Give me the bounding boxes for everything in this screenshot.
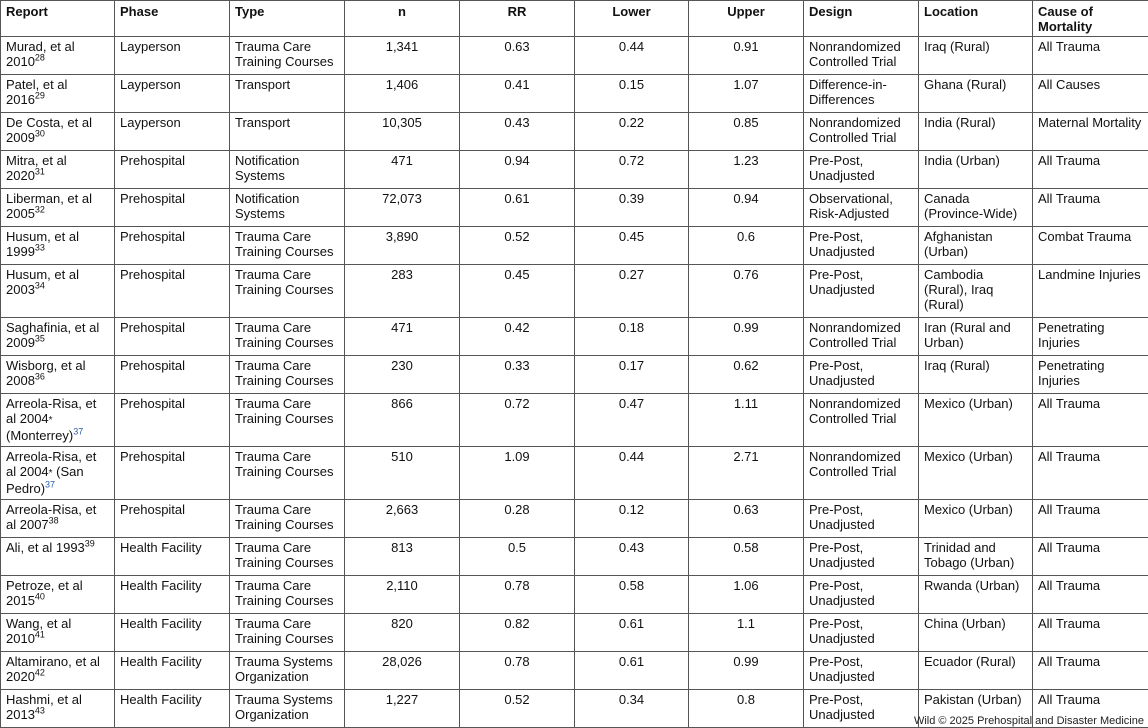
cell-cause: Penetrating Injuries	[1033, 356, 1148, 394]
cell-design: Pre-Post, Unadjusted	[804, 614, 919, 652]
cell-cause: All Trauma	[1033, 189, 1148, 227]
cell-location: India (Rural)	[919, 113, 1033, 151]
report-author: Ali, et al 1993	[6, 540, 85, 555]
cell-n: 2,663	[345, 500, 460, 538]
report-author: Patel, et al 2016	[6, 77, 68, 107]
cell-design: Nonrandomized Controlled Trial	[804, 318, 919, 356]
cell-report	[1, 75, 115, 113]
table-body	[1, 37, 1148, 728]
cell-report	[1, 151, 115, 189]
cell-cause: All Trauma	[1033, 538, 1148, 576]
cell-lower: 0.18	[575, 318, 689, 356]
cell-upper: 2.71	[689, 447, 804, 500]
reference-number: 33	[34, 242, 45, 253]
header-design: Design	[804, 1, 919, 37]
cell-phase: Prehospital	[115, 394, 230, 447]
cell-type: Trauma Care Training Courses	[230, 265, 345, 318]
cell-n: 72,073	[345, 189, 460, 227]
reference-number: 32	[34, 204, 45, 215]
report-author: Wang, et al 2010	[6, 616, 72, 646]
cell-rr: 0.61	[460, 189, 575, 227]
cell-n: 1,227	[345, 690, 460, 728]
cell-n: 2,110	[345, 576, 460, 614]
cell-design: Pre-Post, Unadjusted	[804, 690, 919, 728]
cell-rr: 0.63	[460, 37, 575, 75]
report-author: Arreola-Risa, et al 2007	[6, 502, 97, 532]
cell-upper: 0.99	[689, 652, 804, 690]
cell-location: Pakistan (Urban)	[919, 690, 1033, 728]
cell-rr: 0.5	[460, 538, 575, 576]
header-upper: Upper	[689, 1, 804, 37]
report-site: (San Pedro)	[6, 464, 84, 496]
report-author: Arreola-Risa, et al 2004	[6, 396, 97, 426]
cell-design: Nonrandomized Controlled Trial	[804, 113, 919, 151]
cell-n: 471	[345, 318, 460, 356]
cell-type: Transport	[230, 113, 345, 151]
cell-lower: 0.34	[575, 690, 689, 728]
asterisk-mark: *	[48, 415, 53, 426]
copyright-credit: Wild © 2025 Prehospital and Disaster Medicine	[913, 715, 1144, 727]
cell-design: Pre-Post, Unadjusted	[804, 265, 919, 318]
table-row	[1, 37, 1148, 75]
report-site: (Monterrey)	[6, 428, 74, 443]
table-row	[1, 189, 1148, 227]
cell-report	[1, 227, 115, 265]
cell-cause: All Trauma	[1033, 37, 1148, 75]
cell-design: Nonrandomized Controlled Trial	[804, 394, 919, 447]
cell-type: Trauma Care Training Courses	[230, 447, 345, 500]
cell-rr: 0.41	[460, 75, 575, 113]
cell-lower: 0.15	[575, 75, 689, 113]
cell-lower: 0.44	[575, 37, 689, 75]
cell-upper: 1.23	[689, 151, 804, 189]
cell-rr: 0.52	[460, 690, 575, 728]
header-cause: Cause of Mortality	[1033, 1, 1148, 37]
header-n: n	[345, 1, 460, 37]
report-author: Saghafinia, et al 2009	[6, 320, 100, 350]
cell-cause: All Trauma	[1033, 447, 1148, 500]
cell-location: Mexico (Urban)	[919, 447, 1033, 500]
cell-report	[1, 265, 115, 318]
table-row	[1, 113, 1148, 151]
cell-lower: 0.58	[575, 576, 689, 614]
header-rr: RR	[460, 1, 575, 37]
cell-cause: Maternal Mortality	[1033, 113, 1148, 151]
cell-location: Mexico (Urban)	[919, 394, 1033, 447]
table-row	[1, 75, 1148, 113]
cell-report	[1, 394, 115, 447]
asterisk-mark: *	[48, 468, 53, 479]
cell-type: Trauma Care Training Courses	[230, 227, 345, 265]
reference-number: 38	[48, 515, 59, 526]
cell-location: Mexico (Urban)	[919, 500, 1033, 538]
cell-type: Transport	[230, 75, 345, 113]
cell-upper: 0.91	[689, 37, 804, 75]
cell-phase: Health Facility	[115, 614, 230, 652]
cell-design: Difference-in-Differences	[804, 75, 919, 113]
cell-rr: 0.72	[460, 394, 575, 447]
cell-design: Nonrandomized Controlled Trial	[804, 447, 919, 500]
cell-upper: 0.63	[689, 500, 804, 538]
cell-location: Afghanistan (Urban)	[919, 227, 1033, 265]
cell-location: Iran (Rural and Urban)	[919, 318, 1033, 356]
cell-phase: Layperson	[115, 37, 230, 75]
cell-n: 510	[345, 447, 460, 500]
cell-lower: 0.47	[575, 394, 689, 447]
cell-phase: Layperson	[115, 113, 230, 151]
report-author: Altamirano, et al 2020	[6, 654, 100, 684]
cell-cause: Landmine Injuries	[1033, 265, 1148, 318]
cell-report	[1, 447, 115, 500]
report-author: Husum, et al 2003	[6, 267, 79, 297]
cell-cause: All Trauma	[1033, 652, 1148, 690]
cell-n: 10,305	[345, 113, 460, 151]
cell-upper: 0.6	[689, 227, 804, 265]
cell-type: Trauma Care Training Courses	[230, 318, 345, 356]
cell-phase: Prehospital	[115, 151, 230, 189]
cell-phase: Prehospital	[115, 227, 230, 265]
cell-cause: All Trauma	[1033, 690, 1148, 728]
table-row	[1, 356, 1148, 394]
cell-type: Trauma Care Training Courses	[230, 356, 345, 394]
cell-location: Ghana (Rural)	[919, 75, 1033, 113]
cell-report	[1, 576, 115, 614]
cell-cause: All Trauma	[1033, 151, 1148, 189]
cell-lower: 0.61	[575, 652, 689, 690]
reference-number: 36	[34, 371, 45, 382]
cell-rr: 0.33	[460, 356, 575, 394]
reference-number: 39	[84, 538, 95, 549]
cell-type: Notification Systems	[230, 151, 345, 189]
cell-type: Trauma Systems Organization	[230, 690, 345, 728]
cell-cause: Combat Trauma	[1033, 227, 1148, 265]
cell-rr: 1.09	[460, 447, 575, 500]
cell-cause: All Trauma	[1033, 614, 1148, 652]
report-author: Arreola-Risa, et al 2004	[6, 449, 97, 479]
cell-phase: Health Facility	[115, 576, 230, 614]
cell-cause: All Trauma	[1033, 576, 1148, 614]
cell-rr: 0.94	[460, 151, 575, 189]
cell-lower: 0.43	[575, 538, 689, 576]
cell-upper: 0.58	[689, 538, 804, 576]
table-row	[1, 652, 1148, 690]
reference-number: 41	[34, 629, 45, 640]
cell-cause: All Causes	[1033, 75, 1148, 113]
table-row	[1, 394, 1148, 447]
reference-number: 34	[34, 280, 45, 291]
cell-upper: 0.62	[689, 356, 804, 394]
cell-location: Iraq (Rural)	[919, 37, 1033, 75]
cell-type: Trauma Care Training Courses	[230, 614, 345, 652]
cell-phase: Prehospital	[115, 318, 230, 356]
cell-type: Trauma Care Training Courses	[230, 576, 345, 614]
cell-design: Observational, Risk-Adjusted	[804, 189, 919, 227]
table-row	[1, 447, 1148, 500]
report-author: Petroze, et al 2015	[6, 578, 83, 608]
cell-phase: Health Facility	[115, 652, 230, 690]
cell-phase: Prehospital	[115, 447, 230, 500]
cell-n: 866	[345, 394, 460, 447]
cell-design: Pre-Post, Unadjusted	[804, 356, 919, 394]
cell-phase: Health Facility	[115, 538, 230, 576]
cell-upper: 0.94	[689, 189, 804, 227]
cell-type: Trauma Care Training Courses	[230, 394, 345, 447]
reference-number[interactable]: 37	[73, 426, 84, 437]
cell-rr: 0.78	[460, 652, 575, 690]
cell-upper: 1.1	[689, 614, 804, 652]
cell-phase: Prehospital	[115, 189, 230, 227]
cell-report	[1, 614, 115, 652]
cell-upper: 1.07	[689, 75, 804, 113]
reference-number: 43	[34, 705, 45, 716]
cell-phase: Health Facility	[115, 690, 230, 728]
cell-lower: 0.22	[575, 113, 689, 151]
cell-design: Pre-Post, Unadjusted	[804, 576, 919, 614]
report-author: Mitra, et al 2020	[6, 153, 67, 183]
header-phase: Phase	[115, 1, 230, 37]
cell-phase: Prehospital	[115, 356, 230, 394]
cell-report	[1, 113, 115, 151]
table-row	[1, 151, 1148, 189]
cell-n: 283	[345, 265, 460, 318]
reference-number: 42	[34, 667, 45, 678]
cell-location: India (Urban)	[919, 151, 1033, 189]
cell-location: Canada (Province-Wide)	[919, 189, 1033, 227]
cell-rr: 0.52	[460, 227, 575, 265]
report-author: Liberman, et al 2005	[6, 191, 92, 221]
cell-location: Trinidad and Tobago (Urban)	[919, 538, 1033, 576]
cell-type: Notification Systems	[230, 189, 345, 227]
cell-lower: 0.17	[575, 356, 689, 394]
report-author: Husum, et al 1999	[6, 229, 79, 259]
cell-phase: Prehospital	[115, 500, 230, 538]
cell-upper: 1.11	[689, 394, 804, 447]
report-author: Wisborg, et al 2008	[6, 358, 86, 388]
table-row	[1, 614, 1148, 652]
cell-upper: 0.99	[689, 318, 804, 356]
table-row	[1, 500, 1148, 538]
cell-report	[1, 690, 115, 728]
cell-type: Trauma Care Training Courses	[230, 500, 345, 538]
cell-report	[1, 189, 115, 227]
cell-location: Iraq (Rural)	[919, 356, 1033, 394]
table-row	[1, 576, 1148, 614]
cell-type: Trauma Care Training Courses	[230, 37, 345, 75]
cell-lower: 0.72	[575, 151, 689, 189]
cell-design: Pre-Post, Unadjusted	[804, 652, 919, 690]
cell-lower: 0.44	[575, 447, 689, 500]
cell-n: 471	[345, 151, 460, 189]
cell-cause: All Trauma	[1033, 394, 1148, 447]
cell-report	[1, 500, 115, 538]
cell-report	[1, 356, 115, 394]
table-row	[1, 538, 1148, 576]
cell-lower: 0.27	[575, 265, 689, 318]
cell-upper: 1.06	[689, 576, 804, 614]
header-row	[1, 1, 1148, 37]
cell-rr: 0.45	[460, 265, 575, 318]
cell-cause: All Trauma	[1033, 500, 1148, 538]
cell-n: 230	[345, 356, 460, 394]
cell-n: 813	[345, 538, 460, 576]
cell-rr: 0.78	[460, 576, 575, 614]
reference-number: 30	[34, 128, 45, 139]
header-lower: Lower	[575, 1, 689, 37]
table-row	[1, 265, 1148, 318]
reference-number: 28	[34, 52, 45, 63]
cell-n: 1,406	[345, 75, 460, 113]
cell-lower: 0.39	[575, 189, 689, 227]
cell-report	[1, 318, 115, 356]
cell-n: 1,341	[345, 37, 460, 75]
cell-rr: 0.42	[460, 318, 575, 356]
cell-upper: 0.85	[689, 113, 804, 151]
cell-type: Trauma Systems Organization	[230, 652, 345, 690]
cell-lower: 0.45	[575, 227, 689, 265]
cell-phase: Prehospital	[115, 265, 230, 318]
cell-report	[1, 37, 115, 75]
reference-number: 31	[34, 166, 45, 177]
header-report: Report	[1, 1, 115, 37]
cell-rr: 0.82	[460, 614, 575, 652]
cell-design: Nonrandomized Controlled Trial	[804, 37, 919, 75]
cell-location: China (Urban)	[919, 614, 1033, 652]
cell-n: 820	[345, 614, 460, 652]
cell-report	[1, 652, 115, 690]
cell-type: Trauma Care Training Courses	[230, 538, 345, 576]
reference-number: 35	[34, 333, 45, 344]
cell-location: Cambodia (Rural), Iraq (Rural)	[919, 265, 1033, 318]
report-author: Hashmi, et al 2013	[6, 692, 82, 722]
cell-rr: 0.43	[460, 113, 575, 151]
table-row	[1, 318, 1148, 356]
reference-number[interactable]: 37	[45, 479, 56, 490]
cell-cause: Penetrating Injuries	[1033, 318, 1148, 356]
reference-number: 40	[34, 591, 45, 602]
cell-n: 3,890	[345, 227, 460, 265]
cell-report	[1, 538, 115, 576]
cell-design: Pre-Post, Unadjusted	[804, 538, 919, 576]
cell-rr: 0.28	[460, 500, 575, 538]
table-row	[1, 227, 1148, 265]
report-author: De Costa, et al 2009	[6, 115, 92, 145]
header-type: Type	[230, 1, 345, 37]
cell-lower: 0.61	[575, 614, 689, 652]
cell-upper: 0.8	[689, 690, 804, 728]
cell-lower: 0.12	[575, 500, 689, 538]
report-author: Murad, et al 2010	[6, 39, 75, 69]
cell-design: Pre-Post, Unadjusted	[804, 227, 919, 265]
cell-design: Pre-Post, Unadjusted	[804, 500, 919, 538]
cell-design: Pre-Post, Unadjusted	[804, 151, 919, 189]
cell-n: 28,026	[345, 652, 460, 690]
cell-location: Ecuador (Rural)	[919, 652, 1033, 690]
reference-number: 29	[34, 90, 45, 101]
cell-location: Rwanda (Urban)	[919, 576, 1033, 614]
cell-phase: Layperson	[115, 75, 230, 113]
cell-upper: 0.76	[689, 265, 804, 318]
header-location: Location	[919, 1, 1033, 37]
